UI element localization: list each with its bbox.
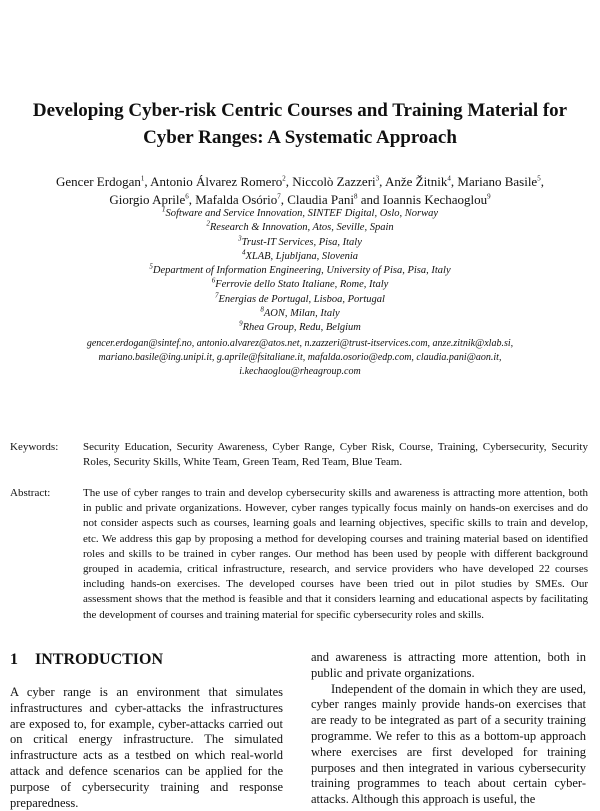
section-number: 1: [10, 651, 18, 668]
author: Gencer Erdogan$^1$,: [56, 174, 151, 189]
affiliation: $^3$Trust-IT Services, Pisa, Italy: [238, 234, 362, 248]
author: Ioannis Kechaoglou$^9$: [382, 192, 491, 207]
email-line: mariano.basile@ing.unipi.it, g.aprile@fsitaliane.it, mafalda.osorio@edp.com, claudia.pani@aon.it,: [98, 352, 502, 363]
author: Mariano Basile$^5$,: [457, 174, 544, 189]
email-line: gencer.erdogan@sintef.no, antonio.alvarez@atos.net, n.zazzeri@trust-itservices.com, anze.zitnik@xlab.si,: [86, 338, 514, 349]
affiliation: $^2$Research & Innovation, Atos, Seville, Spain: [206, 219, 394, 234]
affiliation: $^1$Software and Service Innovation, SINTEF Digital, Oslo, Norway: [161, 205, 439, 219]
intro-paragraph: Independent of the domain in which they are used, cyber ranges mainly provide hands-on exercises that are ready to be integrated as part of a security training programme. We refer to this as a bottom-up approach where exercises are first developed for training purposes and then integrated in various cybersecurity training programmes to teach about certain cyber-attacks. Although this approach is useful, the: [311, 681, 586, 807]
intro-right-column: [311, 650, 586, 808]
author: Claudia Pani$^8$ and: [287, 192, 383, 207]
author: Antonio Álvarez Romero$^2$,: [150, 174, 293, 189]
email-line: i.kechaoglou@rheagroup.com: [239, 366, 361, 377]
abstract-text: The use of cyber ranges to train and develop cybersecurity skills and awareness is attracting more attention, both in public and private organizations. However, cyber ranges typically focus mainly on hands-on exercises and do not consider aspects such as courses, learning goals and learning objectives, specific skills to train and develop, etc. We address this gap by proposing a method for developing courses and training material based on identified roles and skills to be trained in cyber ranges. Our method has been used by people with different background grouped in academia, critical infrastructure, research, and service providers who have developed 22 courses including hands-on exercises. The developed courses have been tried out in pilot studies by SMEs. Our assessment shows that the method is feasible and that it considers learning and educational aspects by facilitating the development of courses and training material for specific cybersecurity roles and skills.: [83, 487, 588, 621]
title-line-2: Cyber Ranges: A Systematic Approach: [143, 127, 457, 148]
keywords-text: Security Education, Security Awareness, Cyber Range, Cyber Risk, Course, Training, Cybersecurity, Security Roles, Security Skills, White Team, Green Team, Red Team, Blue Team.: [83, 441, 588, 469]
affiliation: $^8$AON, Milan, Italy: [260, 305, 340, 320]
affiliation: $^9$Rhea Group, Redu, Belgium: [239, 319, 361, 334]
abstract-label: Abstract:: [10, 487, 51, 499]
affiliation: $^7$Energias de Portugal, Lisboa, Portugal: [215, 291, 385, 305]
author: Anže Žitnik$^4$,: [384, 174, 458, 189]
author: Niccolò Zazzeri$^3$,: [292, 174, 385, 189]
section-title: INTRODUCTION: [35, 651, 164, 668]
title-line-1: Developing Cyber-risk Centric Courses and Training Material for: [32, 100, 568, 121]
intro-paragraph: and awareness is attracting more attention, both in public and private organizations.: [311, 650, 586, 680]
affiliation: $^4$XLAB, Ljubljana, Slovenia: [241, 248, 359, 262]
affiliation-list: [20, 207, 580, 336]
affiliation: $^5$Department of Information Engineering, University of Pisa, Pisa, Italy: [149, 262, 451, 277]
email-list: [40, 337, 560, 379]
affiliation: $^6$Ferrovie dello Stato Italiane, Rome, Italy: [211, 276, 389, 291]
paper-title: [20, 97, 580, 151]
author: Giorgio Aprile$^6$,: [109, 192, 196, 207]
section-heading: [10, 650, 163, 670]
author: Mafalda Osório$^7$,: [195, 192, 288, 207]
author-list: [20, 173, 580, 209]
intro-left-column: A cyber range is an environment that simulates infrastructures and cyber-attacks the infrastructures are exposed to, for example, cyber-attacks carried out on critical energy infrastructure. The simulated infrastructure acts as a testbed on which real-world attack and defence scenarios can be applied for the purpose of cybersecurity training and response preparedness.: [10, 685, 283, 810]
keywords-label: Keywords:: [10, 441, 59, 453]
